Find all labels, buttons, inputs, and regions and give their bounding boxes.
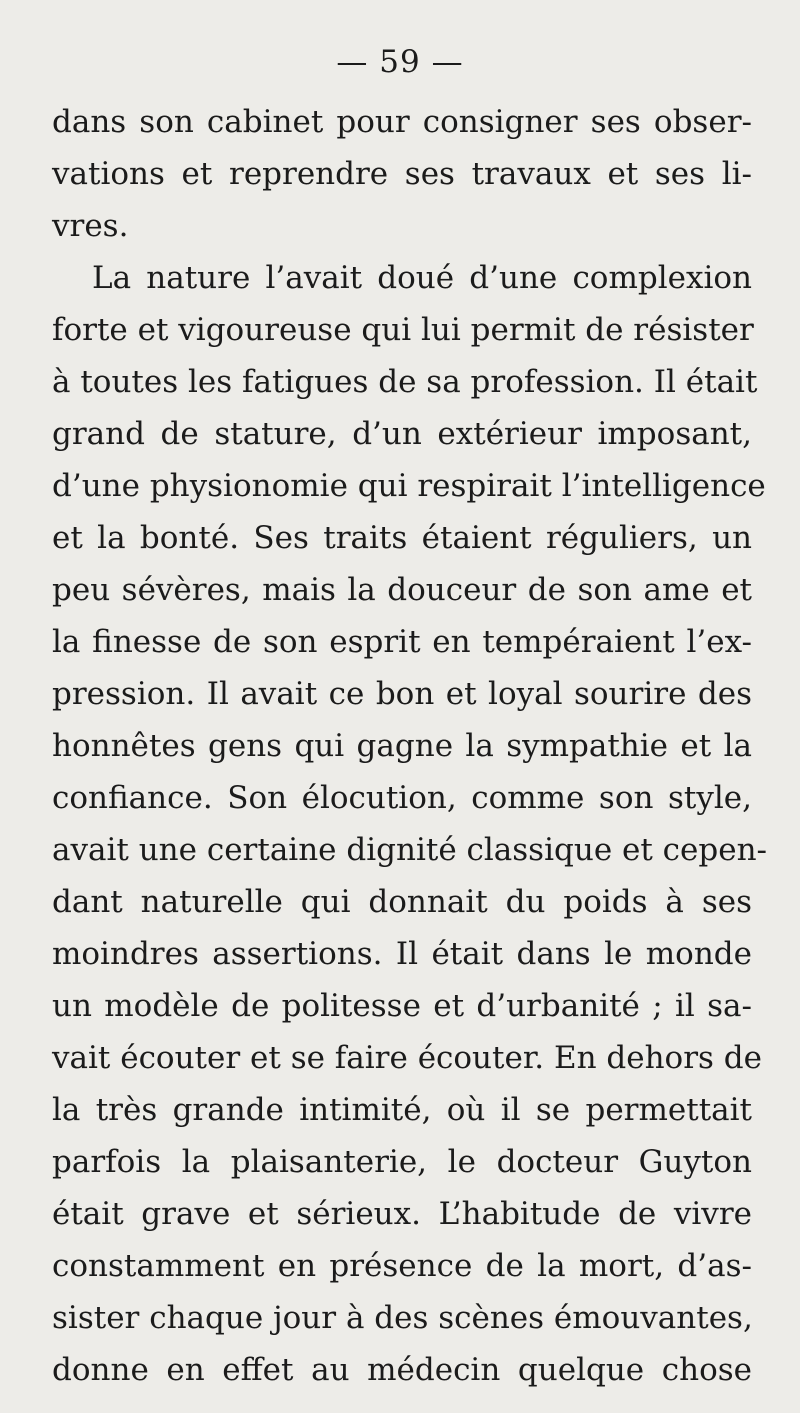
text-line: dans son cabinet pour consigner ses obser- (52, 104, 752, 140)
text-line: la très grande intimité, où il se permettait (52, 1092, 752, 1128)
paragraph-first-line: La nature l’avait doué d’une complexion (92, 260, 752, 296)
page-number: — 59 — (336, 44, 464, 80)
text-line: sister chaque jour à des scènes émouvantes, (52, 1300, 753, 1336)
text-line: vres. (52, 208, 129, 244)
text-line: d’une physionomie qui respirait l’intelligence (52, 468, 766, 504)
text-line: constamment en présence de la mort, d’as- (52, 1248, 752, 1284)
text-line: pression. Il avait ce bon et loyal sourire des (52, 676, 752, 712)
text-line: avait une certaine dignité classique et cepen- (52, 832, 768, 868)
text-line: honnêtes gens qui gagne la sympathie et la (52, 728, 752, 764)
text-line: donne en effet au médecin quelque chose (52, 1352, 752, 1388)
text-line: grand de stature, d’un extérieur imposant, (52, 416, 752, 452)
text-line: et la bonté. Ses traits étaient réguliers, un (52, 520, 752, 556)
text-line: peu sévères, mais la douceur de son ame et (52, 572, 752, 608)
text-line: vations et reprendre ses travaux et ses li- (52, 156, 752, 192)
text-line: la finesse de son esprit en tempéraient l’ex- (52, 624, 752, 660)
text-line: dant naturelle qui donnait du poids à ses (52, 884, 752, 920)
text-line: à toutes les fatigues de sa profession. Il était (52, 364, 758, 400)
text-line: forte et vigoureuse qui lui permit de résister (52, 312, 754, 348)
text-line: était grave et sérieux. L’habitude de vivre (52, 1196, 752, 1232)
text-line: vait écouter et se faire écouter. En dehors de (52, 1040, 762, 1076)
text-line: un modèle de politesse et d’urbanité ; il sa- (52, 988, 752, 1024)
body-text (52, 96, 768, 1396)
text-line: parfois la plaisanterie, le docteur Guyton (52, 1144, 752, 1180)
text-line: confiance. Son élocution, comme son style, (52, 780, 752, 816)
text-line: moindres assertions. Il était dans le monde (52, 936, 752, 972)
